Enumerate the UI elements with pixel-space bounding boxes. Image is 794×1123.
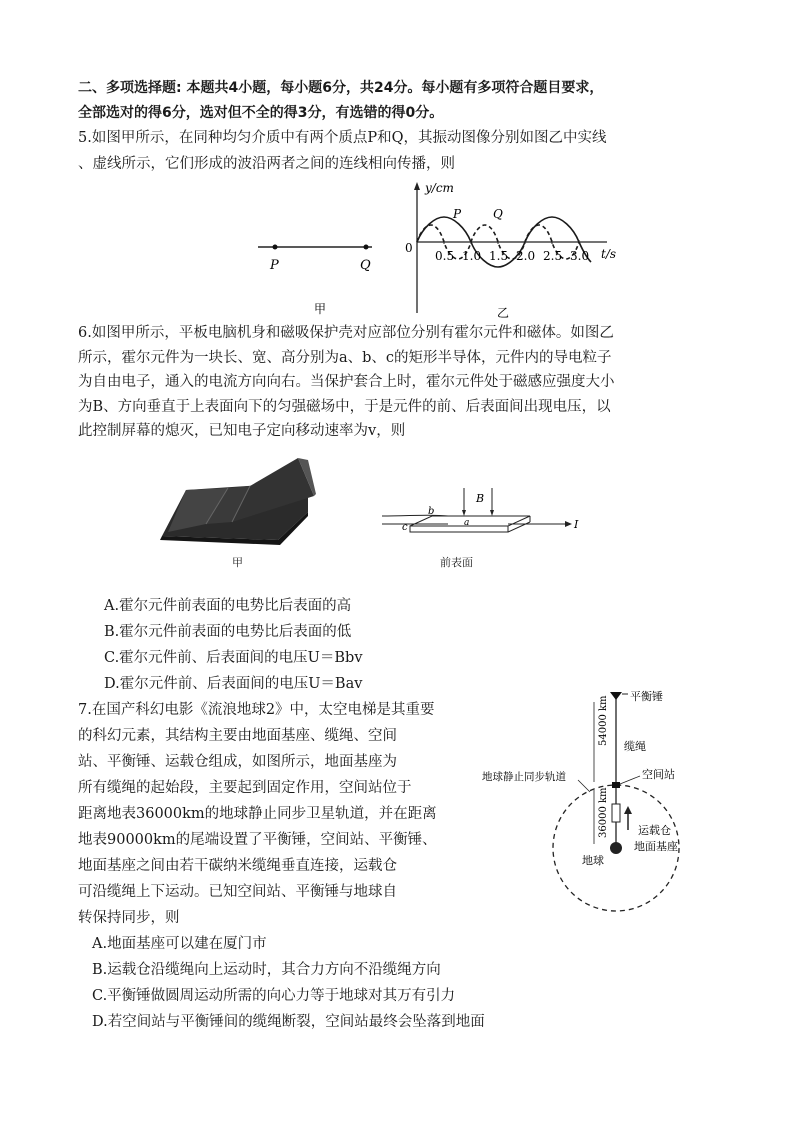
q7-label-earth: 地球 [582, 854, 604, 867]
q5-x-label: t/s [601, 247, 617, 261]
section-header-line2: 全部选对的得6分，选对但不全的得3分，有选错的得0分。 [78, 105, 444, 121]
q7-stem-line5: 距离地表36000km的地球静止同步卫星轨道，并在距离 [78, 806, 437, 822]
q7-up-arrow-icon [624, 806, 632, 814]
q7-label-balance-weight: 平衡锤 [630, 690, 663, 703]
q5-yi-label-p: P [453, 207, 462, 221]
q6-label-b: b [428, 506, 435, 517]
q7-earth-icon [610, 842, 622, 854]
q5-origin-label: 0 [405, 241, 413, 255]
q7-label-space-station: 空间站 [642, 768, 675, 781]
q6-label-i: I [574, 518, 579, 531]
q5-figure-jia [250, 235, 390, 315]
q6-option-c[interactable]: C.霍尔元件前、后表面间的电压U＝Bbv [104, 650, 363, 666]
q6-hall-element-figure [380, 486, 580, 546]
q5-jia-caption: 甲 [314, 302, 327, 315]
q7-option-d[interactable]: D.若空间站与平衡锤间的缆绳断裂，空间站最终会坠落到地面 [92, 1014, 485, 1030]
q5-stem-line2: 、虚线所示，它们形成的波沿两者之间的连线相向传播，则 [78, 156, 455, 172]
q5-yi-caption: 乙 [497, 306, 510, 320]
q5-jia-label-p: P [270, 258, 279, 273]
q7-label-cable: 缆绳 [624, 740, 646, 753]
q6-jia-caption: 甲 [232, 556, 243, 569]
q6-stem-line2: 所示，霍尔元件为一块长、宽、高分别为a、b、c的矩形半导体，元件内的导电粒子 [78, 350, 612, 366]
q7-label-ground-base: 地面基座 [634, 840, 678, 853]
q6-stem-line3: 为自由电子，通入的电流方向向右。当保护套合上时，霍尔元件处于磁感应强度大小 [78, 374, 615, 390]
q7-stem-line9: 转保持同步，则 [78, 910, 180, 926]
q5-figure-yi [395, 180, 625, 320]
q7-option-a[interactable]: A.地面基座可以建在厦门市 [92, 936, 267, 952]
q5-tick-3-0: 3.0 [570, 249, 590, 263]
q7-stem-line3: 站、平衡锤、运载仓组成，如图所示，地面基座为 [78, 754, 397, 770]
q6-stem-line5: 此控制屏幕的熄灭，已知电子定向移动速率为v，则 [78, 423, 406, 439]
q6-yi-caption: 前表面 [440, 556, 473, 569]
q7-label-dist-upper: 54000 km [598, 695, 609, 746]
q5-y-label: y/cm [425, 181, 454, 195]
q5-point-q [364, 245, 369, 250]
q7-carrier-icon [612, 804, 620, 822]
q5-tick-2-0: 2.0 [516, 249, 536, 263]
q5-tick-0-5: 0.5 [435, 249, 455, 263]
q7-label-orbit: 地球静止同步轨道 [482, 771, 566, 783]
q6-label-c: c [402, 522, 408, 533]
q7-option-b[interactable]: B.运载仓沿缆绳向上运动时，其合力方向不沿缆绳方向 [92, 962, 441, 978]
q6-option-a[interactable]: A.霍尔元件前表面的电势比后表面的高 [104, 598, 352, 614]
q7-label-carrier: 运载仓 [638, 824, 671, 837]
q5-tick-1-0: 1.0 [462, 249, 482, 263]
q5-tick-2-5: 2.5 [543, 249, 563, 263]
q7-stem-line7: 地面基座之间由若干碳纳米缆绳垂直连接，运载仓 [78, 858, 397, 874]
q7-space-station-icon [612, 782, 620, 788]
q5-jia-label-q: Q [360, 258, 371, 273]
q7-space-elevator-figure [478, 686, 728, 914]
section-header-line1: 二、多项选择题: 本题共4小题，每小题6分，共24分。每小题有多项符合题目要求， [78, 80, 604, 96]
q5-yi-label-q: Q [493, 207, 503, 221]
q7-option-c[interactable]: C.平衡锤做圆周运动所需的向心力等于地球对其万有引力 [92, 988, 456, 1004]
q5-tick-1-5: 1.5 [489, 249, 509, 263]
q6-tablet-image [158, 452, 316, 547]
q7-stem-line6: 地表90000km的尾端设置了平衡锤，空间站、平衡锤、 [78, 832, 437, 848]
q7-stem-line4: 所有缆绳的起始段，主要起到固定作用，空间站位于 [78, 780, 412, 796]
q7-stem-line1: 7.在国产科幻电影《流浪地球2》中，太空电梯是其重要 [78, 702, 435, 718]
q7-balance-weight-icon [610, 692, 622, 700]
q7-stem-line2: 的科幻元素，其结构主要由地面基座、缆绳、空间 [78, 728, 397, 744]
q6-option-d[interactable]: D.霍尔元件前、后表面间的电压U＝Bav [104, 676, 363, 692]
q5-stem-line1: 5.如图甲所示，在同种均匀介质中有两个质点P和Q，其振动图像分别如图乙中实线 [78, 130, 607, 146]
q5-point-p [273, 245, 278, 250]
q6-current-arrow-icon [565, 521, 572, 527]
q7-label-dist-lower: 36000 km [598, 787, 609, 838]
q6-label-b-field: B [476, 492, 485, 505]
q6-label-a: a [464, 518, 470, 528]
q5-y-arrow-icon [414, 182, 420, 190]
q7-stem-line8: 可沿缆绳上下运动。已知空间站、平衡锤与地球自 [78, 884, 397, 900]
q6-option-b[interactable]: B.霍尔元件前表面的电势比后表面的低 [104, 624, 352, 640]
q6-stem-line4: 为B、方向垂直于上表面向下的匀强磁场中，于是元件的前、后表面间出现电压，以 [78, 399, 611, 415]
q6-stem-line1: 6.如图甲所示，平板电脑机身和磁吸保护壳对应部位分别有霍尔元件和磁体。如图乙 [78, 325, 614, 341]
